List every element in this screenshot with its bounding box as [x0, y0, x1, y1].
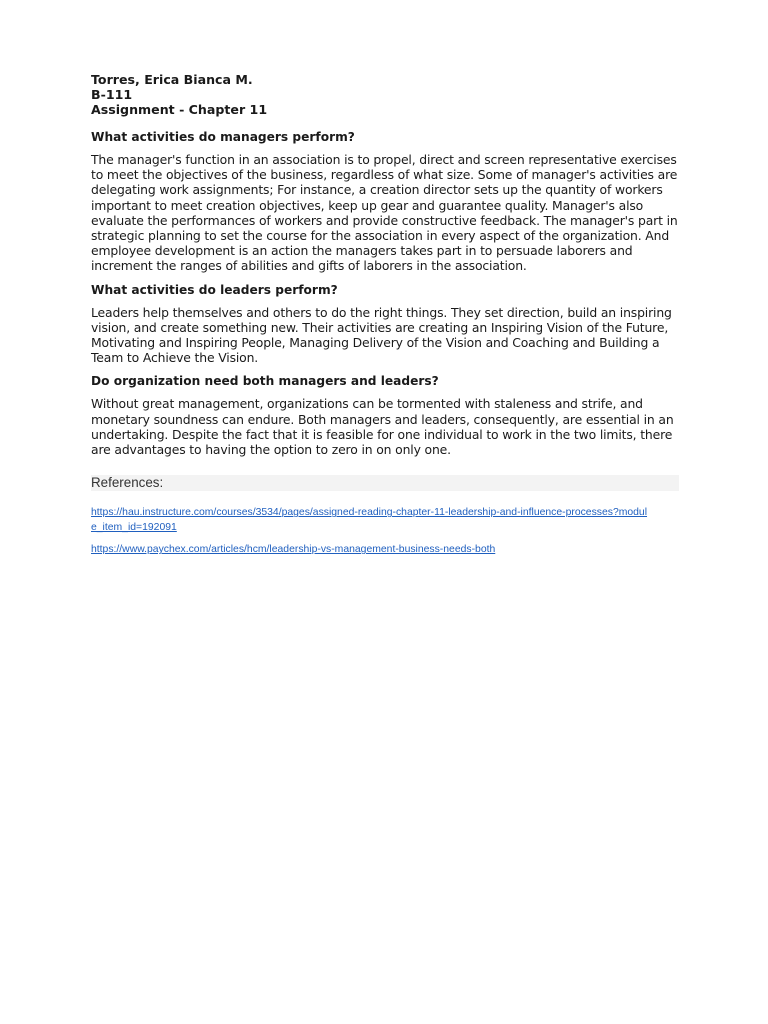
question-leaders: What activities do leaders perform? — [91, 282, 338, 297]
references-label: References: — [91, 475, 164, 491]
reference-link-paychex[interactable]: https://www.paychex.com/articles/hcm/leadership-vs-management-business-needs-both — [91, 544, 496, 556]
reference-link-hau[interactable]: https://hau.instructure.com/courses/3534/pages/assigned-reading-chapter-11-leadership-and-influence-processes?module_item_id=192091 — [91, 507, 648, 534]
question-managers: What activities do managers perform? — [91, 130, 355, 144]
answer-managers: The manager's function in an association is to propel, direct and screen representative exercises to meet the objectives of the business, regardless of what size. Some of manager's activities are delegating work assignments; For instance, a creation director sets up the quantity of workers important to meet creation objectives, keep up gear and guarantee quality. Manager's also evaluate the performances of workers and provide constructive feedback. The manager's part in strategic planning to set the course for the association in every aspect of the organization. And employee development is an action the managers takes part in to persuade laborers and increment the ranges of abilities and gifts of laborers in the association. — [91, 152, 678, 274]
references-heading — [91, 475, 679, 491]
student-section: B-111 — [91, 87, 133, 102]
answer-both: Without great management, organizations can be tormented with staleness and strife, and monetary soundness can endure. Both managers and leaders, consequently, are essential in an undertaking. Despite the fact that it is feasible for one individual to work in the two limits, there are advantages to having the option to zero in on only one. — [91, 396, 674, 458]
document-body — [91, 72, 681, 557]
assignment-title: Assignment - Chapter 11 — [91, 102, 268, 117]
answer-leaders: Leaders help themselves and others to do the right things. They set direction, build an inspiring vision, and create something new. Their activities are creating an Inspiring Vision of the Future, Motivating and Inspiring People, Managing Delivery of the Vision and Coaching and Building a Team to Achieve the Vision. — [91, 304, 672, 366]
student-name: Torres, Erica Bianca M. — [91, 72, 253, 87]
question-both: Do organization need both managers and leaders? — [91, 374, 439, 389]
